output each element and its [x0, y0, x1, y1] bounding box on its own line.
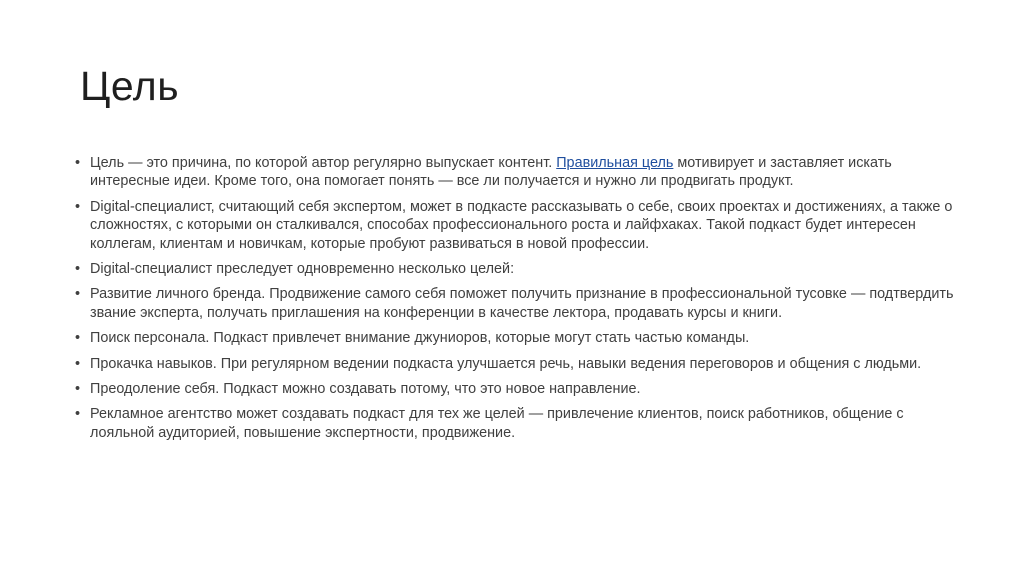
- bullet-item-6: [75, 355, 955, 373]
- bullet-text-8: Рекламное агентство может создавать подкаст для тех же целей — привлечение клиентов, поиск работников, общение с лояльной аудиторией, повышение экспертности, продвижение.: [90, 406, 904, 441]
- bullet-item-8: [75, 405, 955, 442]
- bullet-marker: •: [75, 261, 81, 278]
- bullet-text-6: Прокачка навыков. При регулярном ведении подкаста улучшается речь, навыки ведения переговоров и общения с людьми.: [90, 355, 922, 372]
- bullet-marker: •: [75, 355, 81, 372]
- bullet-item-2: [75, 198, 955, 253]
- bullet-marker: •: [75, 330, 81, 347]
- bullet-text-4: Развитие личного бренда. Продвижение самого себя поможет получить признание в профессиональной тусовке — подтвердить звание эксперта, получать приглашения на конференции в качестве лектора, продавать курсы и книги.: [90, 286, 954, 321]
- bullet-text-7: Преодоление себя. Подкаст можно создавать потому, что это новое направление.: [90, 381, 641, 398]
- bullet-item-1: [75, 154, 955, 191]
- bullet-item-4: [75, 285, 955, 322]
- bullet-text-5: Поиск персонала. Подкаст привлечет внимание джуниоров, которые могут стать частью команды.: [90, 330, 750, 347]
- bullet-item-7: [75, 380, 955, 398]
- bullet-text-1b: мотивирует и заставляет искать интересные идеи. Кроме того, она помогает понять — все ли получается и нужно ли продвигать продукт.: [90, 155, 892, 190]
- bullet-text-3: Digital-специалист преследует одновременно несколько целей:: [90, 261, 515, 278]
- bullet-marker: •: [75, 381, 81, 398]
- slide-title: Цель: [80, 63, 180, 109]
- bullet-text-1a: Цель — это причина, по которой автор регулярно выпускает контент.: [90, 155, 557, 171]
- bullet-marker: •: [75, 406, 81, 423]
- bullet-list: [75, 154, 955, 449]
- right-goal-link[interactable]: Правильная цель: [556, 155, 674, 171]
- bullet-marker: •: [75, 198, 81, 215]
- bullet-item-3: [75, 260, 955, 278]
- bullet-text-2: Digital-специалист, считающий себя экспертом, может в подкасте рассказывать о себе, своих проектах и достижениях, а также о сложностях, с которыми он сталкивался, способах профессионального роста и лайфхаках. Такой подкаст будет интересен коллегам, клиентам и новичкам, которые пробуют развиваться в новой профессии.: [90, 198, 953, 252]
- bullet-item-5: [75, 329, 955, 347]
- bullet-marker: •: [75, 155, 81, 171]
- bullet-marker: •: [75, 286, 81, 303]
